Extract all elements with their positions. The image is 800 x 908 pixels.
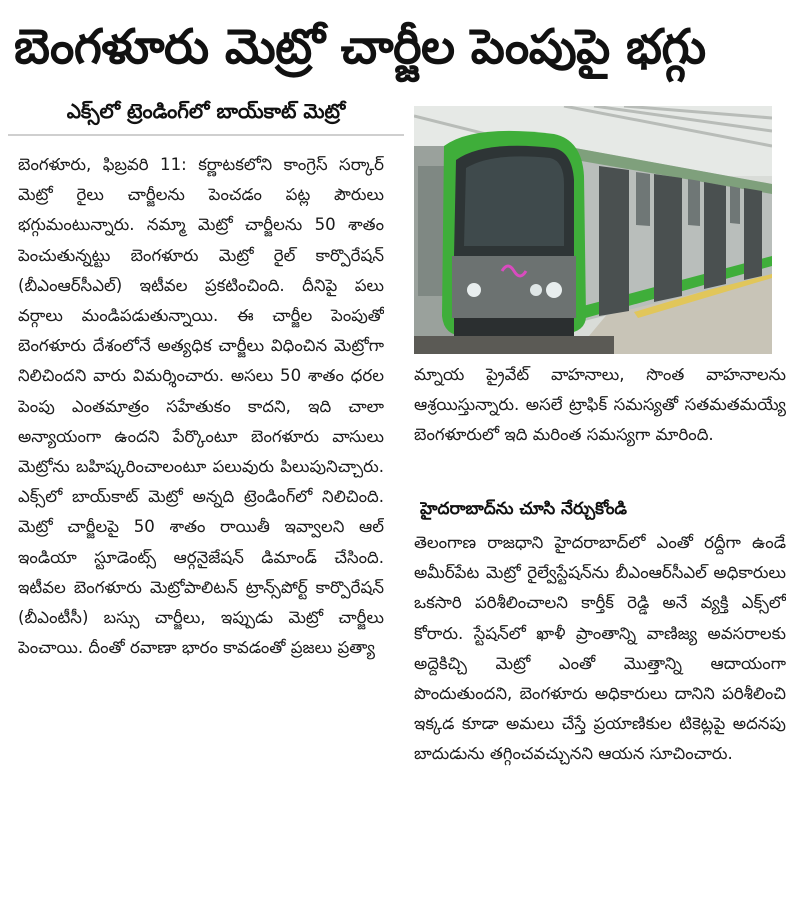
subheadline: ఎక్స్‌లో ట్రెండింగ్‌లో బాయ్‌కాట్ మెట్రో [66, 99, 346, 123]
article-column-left [18, 150, 384, 898]
headline: బెంగళూరు మెట్రో చార్జీల పెంపుపై భగ్గు [14, 19, 706, 75]
article-body-right-bottom: తెలంగాణ రాజధాని హైదరాబాద్‌లో ఎంతో రద్దీగా ఉండే అమీర్‌పేట మెట్రో రైల్వేస్టేషన్‌ను బీఎంఆర్‌సీఎల్ అధికారులు ఒకసారి పరిశీలించాలని కార్తీక్ రెడ్డి అనే వ్యక్తి ఎక్స్‌లో కోరారు. స్టేషన్‌లో ఖాళీ ప్రాంతాన్ని వాణిజ్య అవసరాలకు అద్దెకిచ్చి మెట్రో ఎంతో మొత్తాన్ని ఆదాయంగా పొందుతుందని, బెంగళూరు అధికారులు దానిని పరిశీలించి ఇక్కడ కూడా అమలు చేస్తే ప్రయాణికుల టికెట్లపై అదనపు బాదుడును తగ్గించవచ్చునని ఆయన సూచించారు. [414, 533, 786, 764]
metro-train-photo [414, 106, 772, 354]
article-body-left: బెంగళూరు, ఫిబ్రవరి 11: కర్ణాటకలోని కాంగ్రెస్ సర్కార్ మెట్రో రైలు చార్జీలను పెంచడం పట్ల పౌరులు భగ్గుమంటున్నారు. నమ్మా మెట్రో చార్జీలను 50 శాతం పెంచుతున్నట్టు బెంగళూరు మెట్రో రైల్ కార్పొరేషన్ (బీఎంఆర్‌సీఎల్) ఇటీవల ప్రకటించింది. దీనిపై పలు వర్గాలు మండిపడుతున్నాయి. ఈ చార్జీల పెంపుతో బెంగళూరు దేశంలోనే అత్యధిక చార్జీలు విధించిన మెట్రోగా నిలిచిందని వారు విమర్శించారు. అసలు 50 శాతం ధరల పెంపు ఎంతమాత్రం సహేతుకం కాదని, ఇది చాలా అన్యాయంగా ఉందని పేర్కొంటూ బెంగళూరు వాసులు మెట్రోను బహిష్కరించాలంటూ పలువురు పిలుపునిచ్చారు. ఎక్స్‌లో బాయ్‌కాట్ మెట్రో అన్నది ట్రెండింగ్‌లో నిలిచింది. మెట్రో చార్జీలపై 50 శాతం రాయితీ ఇవ్వాలని ఆల్ ఇండియా స్టూడెంట్స్ ఆర్గనైజేషన్ డిమాండ్ చేసింది. ఇటీవల బెంగళూరు మెట్రోపాలిటన్ ట్రాన్స్‌పోర్ట్ కార్పొరేషన్ (బీఎంటీసీ) బస్సు చార్జీలు, ఇప్పుడు మెట్రో చార్జీలు పెంచాయి. దీంతో రవాణా భారం కావడంతో ప్రజలు ప్రత్యా [18, 155, 384, 658]
article-column-right-top [414, 360, 786, 488]
article-column-right-bottom [414, 528, 786, 898]
subheadline-divider [8, 134, 404, 136]
section-heading: హైదరాబాద్‌ను చూసి నేర్చుకోండి [420, 499, 628, 519]
article-body-right-top: మ్నాయ ప్రైవేట్ వాహనాలు, సొంత వాహనాలను ఆశ్రయిస్తున్నారు. అసలే ట్రాఫిక్ సమస్యతో సతమతమయ్యే బెంగళూరులో ఇది మరింత సమస్యగా మారింది. [414, 365, 786, 445]
